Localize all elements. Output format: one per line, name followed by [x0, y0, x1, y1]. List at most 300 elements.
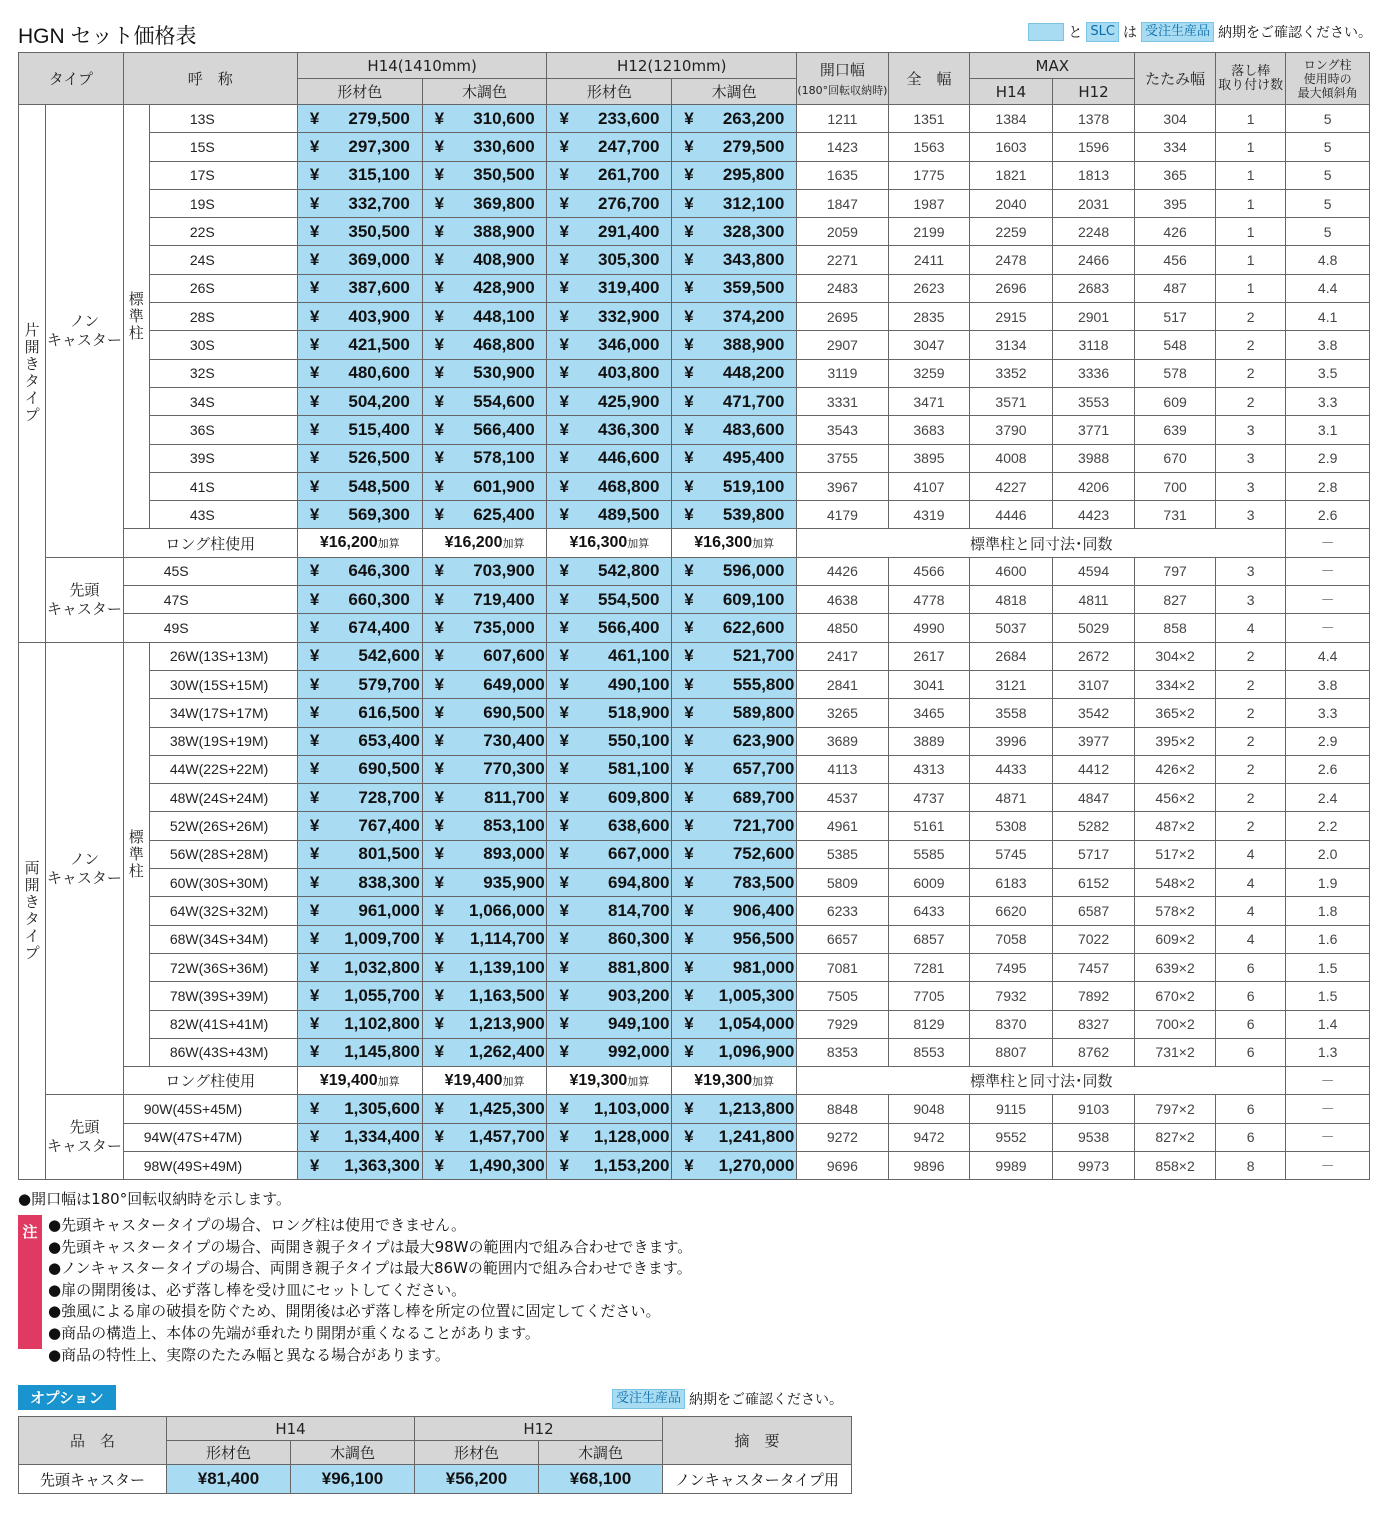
price-value: 767,400: [358, 816, 420, 836]
fold-width: 334: [1135, 133, 1216, 161]
price-value: 566,400: [598, 617, 660, 637]
yen-sign: ¥: [434, 985, 445, 1005]
price-value: 403,900: [348, 306, 410, 326]
max-h12: 7457: [1052, 953, 1135, 981]
price-cell: [672, 840, 797, 868]
price-cell: [547, 416, 672, 444]
max-h12: 7022: [1052, 925, 1135, 953]
price-cell: [297, 982, 422, 1010]
max-h12: 3336: [1052, 359, 1135, 387]
yen-sign: ¥: [309, 929, 320, 949]
total-width: 8553: [888, 1038, 970, 1066]
price-cell: [547, 869, 672, 897]
total-width: 3889: [888, 727, 970, 755]
long-post-price-value: ¥19,400: [319, 1071, 378, 1089]
single-tipcaster-label-line2: キャスター: [46, 599, 122, 618]
caution-item: ●強風による扉の破損を防ぐため、開閉後は必ず落し棒を所定の位置に固定してください。: [48, 1302, 661, 1321]
max-h14: 4871: [970, 784, 1053, 812]
total-width: 4566: [888, 557, 970, 585]
add-label: 加算: [377, 1075, 400, 1088]
price-cell: [297, 670, 422, 698]
total-width: 3895: [888, 444, 970, 472]
double-standard-post-label: [123, 642, 149, 1066]
price-cell: [672, 189, 797, 217]
yen-sign: ¥: [434, 108, 445, 128]
fold-width: 304×2: [1135, 642, 1216, 670]
fold-width: 670×2: [1135, 982, 1216, 1010]
max-h14: 2040: [970, 189, 1053, 217]
single-tipcaster-label: [46, 557, 124, 642]
drop-count: 2: [1215, 670, 1285, 698]
table-row: [19, 331, 1370, 359]
price-value: 515,400: [348, 419, 410, 439]
price-cell: [672, 1095, 797, 1123]
fold-width: 395: [1135, 189, 1216, 217]
price-value: 721,700: [732, 816, 795, 836]
total-width: 4778: [888, 586, 970, 614]
yen-sign: ¥: [559, 759, 569, 779]
price-value: 261,700: [598, 165, 660, 185]
opening-width: 4850: [797, 614, 889, 642]
drop-count: 4: [1215, 869, 1285, 897]
row-name: 41S: [149, 472, 297, 500]
row-name: 68W(34S+34M): [149, 925, 297, 953]
opening-width: 2059: [797, 218, 889, 246]
header-long3: 最大傾斜角: [1297, 85, 1358, 100]
max-h12: 7892: [1052, 982, 1135, 1010]
max-h12: 2248: [1052, 218, 1135, 246]
yen-sign: ¥: [434, 561, 445, 581]
max-angle: 1.6: [1286, 925, 1370, 953]
price-cell: [547, 840, 672, 868]
price-cell: [672, 953, 797, 981]
long-post-price-value: ¥16,200: [444, 534, 503, 552]
yen-sign: ¥: [684, 448, 694, 468]
total-width: 7705: [888, 982, 970, 1010]
row-name: 39S: [149, 444, 297, 472]
price-value: 276,700: [598, 193, 660, 213]
table-row: [19, 105, 1370, 133]
caution-item: ●扉の開閉後は、必ず落し棒を受け皿にセットしてください。: [48, 1280, 467, 1299]
drop-count: 1: [1215, 218, 1285, 246]
price-value: 542,600: [358, 646, 420, 666]
row-name: 98W(49S+49M): [123, 1151, 297, 1179]
price-cell: [672, 444, 797, 472]
price-cell: [547, 1151, 672, 1179]
price-value: 291,400: [598, 221, 660, 241]
yen-sign: ¥: [684, 1042, 694, 1062]
yen-sign: ¥: [309, 900, 320, 920]
max-h12: 5717: [1052, 840, 1135, 868]
fold-width: 797×2: [1135, 1095, 1216, 1123]
max-angle: 2.2: [1286, 812, 1370, 840]
total-width: 4313: [888, 755, 970, 783]
price-cell: [422, 812, 547, 840]
price-value: 1,153,200: [593, 1155, 670, 1175]
table-row: [19, 670, 1370, 698]
total-width: 1775: [888, 161, 970, 189]
price-value: 1,305,600: [344, 1099, 420, 1119]
price-value: 1,054,000: [718, 1014, 795, 1034]
price-value: 480,600: [348, 363, 410, 383]
yen-sign: ¥: [434, 363, 445, 383]
total-width: 7281: [888, 953, 970, 981]
price-cell: [547, 303, 672, 331]
add-label: 加算: [377, 538, 400, 551]
price-value: 388,900: [722, 335, 785, 355]
yen-sign: ¥: [309, 391, 320, 411]
price-cell: [547, 812, 672, 840]
total-width: 2617: [888, 642, 970, 670]
yen-sign: ¥: [684, 646, 694, 666]
yen-sign: ¥: [434, 872, 445, 892]
yen-sign: ¥: [309, 108, 320, 128]
price-value: 1,005,300: [718, 985, 795, 1005]
price-cell: [547, 133, 672, 161]
option-header-h14-kata: 形材色: [167, 1441, 291, 1465]
max-h14: 2684: [970, 642, 1053, 670]
drop-count: 2: [1215, 359, 1285, 387]
price-value: 609,100: [722, 589, 785, 609]
fold-width: 517: [1135, 303, 1216, 331]
max-angle: －: [1286, 1123, 1370, 1151]
yen-sign: ¥: [559, 335, 569, 355]
total-width: 1351: [888, 105, 970, 133]
table-row: [19, 189, 1370, 217]
price-cell: [422, 387, 547, 415]
yen-sign: ¥: [434, 589, 445, 609]
option-header-h12: H12: [415, 1417, 663, 1441]
drop-count: 4: [1215, 840, 1285, 868]
price-cell: [297, 953, 422, 981]
table-row: [19, 869, 1370, 897]
table-row: [19, 387, 1370, 415]
yen-sign: ¥: [684, 391, 694, 411]
price-cell: [297, 387, 422, 415]
option-header-h12-moku: 木調色: [539, 1441, 663, 1465]
price-cell: [547, 444, 672, 472]
price-cell: [672, 982, 797, 1010]
row-name: 34S: [149, 387, 297, 415]
table-row: [19, 699, 1370, 727]
long-post-price: [297, 529, 422, 557]
total-width: 2411: [888, 246, 970, 274]
yen-sign: ¥: [684, 759, 694, 779]
max-h12: 3542: [1052, 699, 1135, 727]
yen-sign: ¥: [684, 1155, 694, 1175]
opening-width: 3265: [797, 699, 889, 727]
price-value: 981,000: [732, 957, 795, 977]
max-h14: 2478: [970, 246, 1053, 274]
yen-sign: ¥: [309, 646, 320, 666]
price-cell: [422, 218, 547, 246]
long-post-price: [422, 529, 547, 557]
max-h12: 3118: [1052, 331, 1135, 359]
table-row: [19, 1123, 1370, 1151]
row-name: 22S: [149, 218, 297, 246]
price-cell: [547, 727, 672, 755]
max-h12: 3107: [1052, 670, 1135, 698]
price-cell: [297, 812, 422, 840]
max-h12: 5029: [1052, 614, 1135, 642]
fold-width: 731×2: [1135, 1038, 1216, 1066]
yen-sign: ¥: [434, 193, 445, 213]
price-cell: [297, 727, 422, 755]
price-value: 346,000: [598, 335, 660, 355]
fold-width: 365: [1135, 161, 1216, 189]
price-cell: [547, 699, 672, 727]
opening-width: 2271: [797, 246, 889, 274]
table-row: [19, 925, 1370, 953]
price-value: 728,700: [358, 787, 420, 807]
price-cell: [297, 331, 422, 359]
yen-sign: ¥: [434, 1155, 445, 1175]
price-value: 903,200: [608, 985, 670, 1005]
max-angle: 2.6: [1286, 501, 1370, 529]
header-fold: たたみ幅: [1135, 53, 1216, 105]
price-value: 369,800: [473, 193, 535, 213]
double-noncaster-label-line1: ノン: [69, 849, 100, 868]
price-cell: [422, 189, 547, 217]
price-value: 350,500: [348, 221, 410, 241]
max-h14: 2915: [970, 303, 1053, 331]
price-cell: [547, 557, 672, 585]
max-h12: 4423: [1052, 501, 1135, 529]
price-cell: [297, 416, 422, 444]
table-row: [19, 642, 1370, 670]
max-angle: 2.8: [1286, 472, 1370, 500]
total-width: 3041: [888, 670, 970, 698]
price-value: 295,800: [722, 165, 785, 185]
legend: [1028, 22, 1372, 42]
fold-width: 639×2: [1135, 953, 1216, 981]
price-cell: [672, 472, 797, 500]
table-row: [19, 359, 1370, 387]
single-tipcaster-label-line1: 先頭: [69, 580, 100, 599]
price-value: 1,490,300: [469, 1155, 545, 1175]
option-price: ¥96,100: [291, 1465, 415, 1494]
header-long2: 使用時の: [1303, 71, 1352, 86]
opening-width: 2417: [797, 642, 889, 670]
price-table: [18, 52, 1370, 1180]
yen-sign: ¥: [559, 504, 569, 524]
price-cell: [297, 869, 422, 897]
price-value: 1,457,700: [469, 1127, 545, 1147]
total-width: 9048: [888, 1095, 970, 1123]
yen-sign: ¥: [434, 250, 445, 270]
price-value: 448,200: [722, 363, 785, 383]
price-cell: [422, 416, 547, 444]
max-h14: 5308: [970, 812, 1053, 840]
price-value: 622,600: [722, 617, 785, 637]
notes: [18, 1188, 918, 1366]
yen-sign: ¥: [684, 165, 694, 185]
opening-width: 4179: [797, 501, 889, 529]
yen-sign: ¥: [559, 476, 569, 496]
max-h14: 4227: [970, 472, 1053, 500]
yen-sign: ¥: [309, 985, 320, 1005]
add-label: 加算: [627, 1075, 650, 1088]
drop-count: 4: [1215, 925, 1285, 953]
single-type-label: [19, 105, 46, 643]
max-h14: 5745: [970, 840, 1053, 868]
yen-sign: ¥: [309, 816, 320, 836]
option-legend: [612, 1389, 843, 1409]
price-cell: [297, 614, 422, 642]
max-h14: 5037: [970, 614, 1053, 642]
fold-width: 700: [1135, 472, 1216, 500]
max-angle: 1.4: [1286, 1010, 1370, 1038]
yen-sign: ¥: [309, 476, 320, 496]
total-width: 8129: [888, 1010, 970, 1038]
price-value: 374,200: [722, 306, 785, 326]
price-cell: [547, 189, 672, 217]
price-cell: [297, 274, 422, 302]
price-value: 935,900: [483, 872, 545, 892]
price-value: 949,100: [608, 1014, 670, 1034]
long-post-price: [672, 529, 797, 557]
row-name: 34W(17S+17M): [149, 699, 297, 727]
yen-sign: ¥: [309, 193, 320, 213]
max-h12: 4594: [1052, 557, 1135, 585]
max-angle: 4.8: [1286, 246, 1370, 274]
table-row: [19, 755, 1370, 783]
drop-count: 3: [1215, 444, 1285, 472]
same-as-standard: 標準柱と同寸法･同数: [797, 1067, 1286, 1095]
max-h14: 3558: [970, 699, 1053, 727]
row-name: 94W(47S+47M): [123, 1123, 297, 1151]
price-cell: [422, 331, 547, 359]
price-cell: [297, 699, 422, 727]
price-value: 310,600: [473, 108, 535, 128]
row-name: 36S: [149, 416, 297, 444]
row-name: 64W(32S+32M): [149, 897, 297, 925]
header-h14: H14(1410mm): [297, 53, 547, 79]
price-cell: [672, 359, 797, 387]
legend-made-to-order-badge: 受注生産品: [1141, 22, 1214, 42]
header-h12: H12(1210mm): [547, 53, 797, 79]
opening-width: 2695: [797, 303, 889, 331]
price-value: 1,055,700: [344, 985, 420, 1005]
price-value: 674,400: [348, 617, 410, 637]
total-width: 3471: [888, 387, 970, 415]
max-angle: 1.5: [1286, 982, 1370, 1010]
yen-sign: ¥: [309, 957, 320, 977]
price-value: 279,500: [348, 108, 410, 128]
yen-sign: ¥: [559, 674, 569, 694]
price-value: 566,400: [473, 419, 535, 439]
row-name: 52W(26S+26M): [149, 812, 297, 840]
price-cell: [547, 246, 672, 274]
table-row: [19, 246, 1370, 274]
price-value: 483,600: [722, 419, 785, 439]
max-h14: 3121: [970, 670, 1053, 698]
yen-sign: ¥: [559, 872, 569, 892]
single-noncaster-label-line2: キャスター: [46, 330, 122, 349]
price-cell: [422, 727, 547, 755]
price-cell: [422, 274, 547, 302]
yen-sign: ¥: [559, 221, 569, 241]
price-cell: [422, 557, 547, 585]
price-value: 601,900: [473, 476, 535, 496]
yen-sign: ¥: [684, 278, 694, 298]
price-cell: [422, 1038, 547, 1066]
header-drop-sub: 取り付け数: [1218, 77, 1284, 93]
drop-count: 2: [1215, 784, 1285, 812]
table-row: [19, 472, 1370, 500]
yen-sign: ¥: [434, 759, 445, 779]
price-cell: [547, 359, 672, 387]
price-cell: [422, 670, 547, 698]
price-value: 315,100: [348, 165, 410, 185]
drop-count: 1: [1215, 133, 1285, 161]
total-width: 3465: [888, 699, 970, 727]
table-row: [19, 1038, 1370, 1066]
max-h14: 3790: [970, 416, 1053, 444]
opening-width: 3967: [797, 472, 889, 500]
price-value: 1,425,300: [469, 1099, 545, 1119]
price-value: 961,000: [358, 900, 420, 920]
single-noncaster-label-line1: ノン: [69, 311, 100, 330]
price-cell: [422, 133, 547, 161]
yen-sign: ¥: [559, 985, 569, 1005]
price-cell: [422, 784, 547, 812]
fold-width: 858×2: [1135, 1151, 1216, 1179]
fold-width: 700×2: [1135, 1010, 1216, 1038]
yen-sign: ¥: [559, 1155, 569, 1175]
long-post-price-value: ¥16,300: [569, 534, 628, 552]
price-value: 350,500: [473, 165, 535, 185]
yen-sign: ¥: [559, 589, 569, 609]
row-name: 13S: [149, 105, 297, 133]
header-opening-sub: (180°回転収納時): [797, 84, 888, 97]
fold-width: 639: [1135, 416, 1216, 444]
option-row: [19, 1465, 852, 1494]
yen-sign: ¥: [309, 589, 320, 609]
price-value: 646,300: [348, 561, 410, 581]
yen-sign: ¥: [309, 561, 320, 581]
yen-sign: ¥: [559, 1099, 569, 1119]
yen-sign: ¥: [684, 363, 694, 383]
max-h14: 1821: [970, 161, 1053, 189]
price-cell: [422, 840, 547, 868]
price-cell: [297, 897, 422, 925]
max-h14: 6620: [970, 897, 1053, 925]
price-cell: [547, 387, 672, 415]
total-width: 1987: [888, 189, 970, 217]
yen-sign: ¥: [684, 1014, 694, 1034]
price-cell: [422, 501, 547, 529]
header-drop-label: 落し棒: [1231, 63, 1271, 79]
long-post-label: ロング柱使用: [123, 1067, 297, 1095]
price-value: 623,900: [732, 731, 795, 751]
price-value: 319,400: [598, 278, 660, 298]
yen-sign: ¥: [684, 816, 694, 836]
price-value: 730,400: [483, 731, 545, 751]
price-cell: [672, 755, 797, 783]
row-name: 19S: [149, 189, 297, 217]
note-opening: ●開口幅は180°回転収納時を示します。: [18, 1190, 292, 1208]
price-cell: [422, 982, 547, 1010]
row-name: 49S: [123, 614, 297, 642]
drop-count: 6: [1215, 982, 1285, 1010]
max-h14: 9552: [970, 1123, 1053, 1151]
price-cell: [547, 161, 672, 189]
table-row: [19, 897, 1370, 925]
total-width: 9896: [888, 1151, 970, 1179]
yen-sign: ¥: [559, 448, 569, 468]
price-cell: [547, 925, 672, 953]
